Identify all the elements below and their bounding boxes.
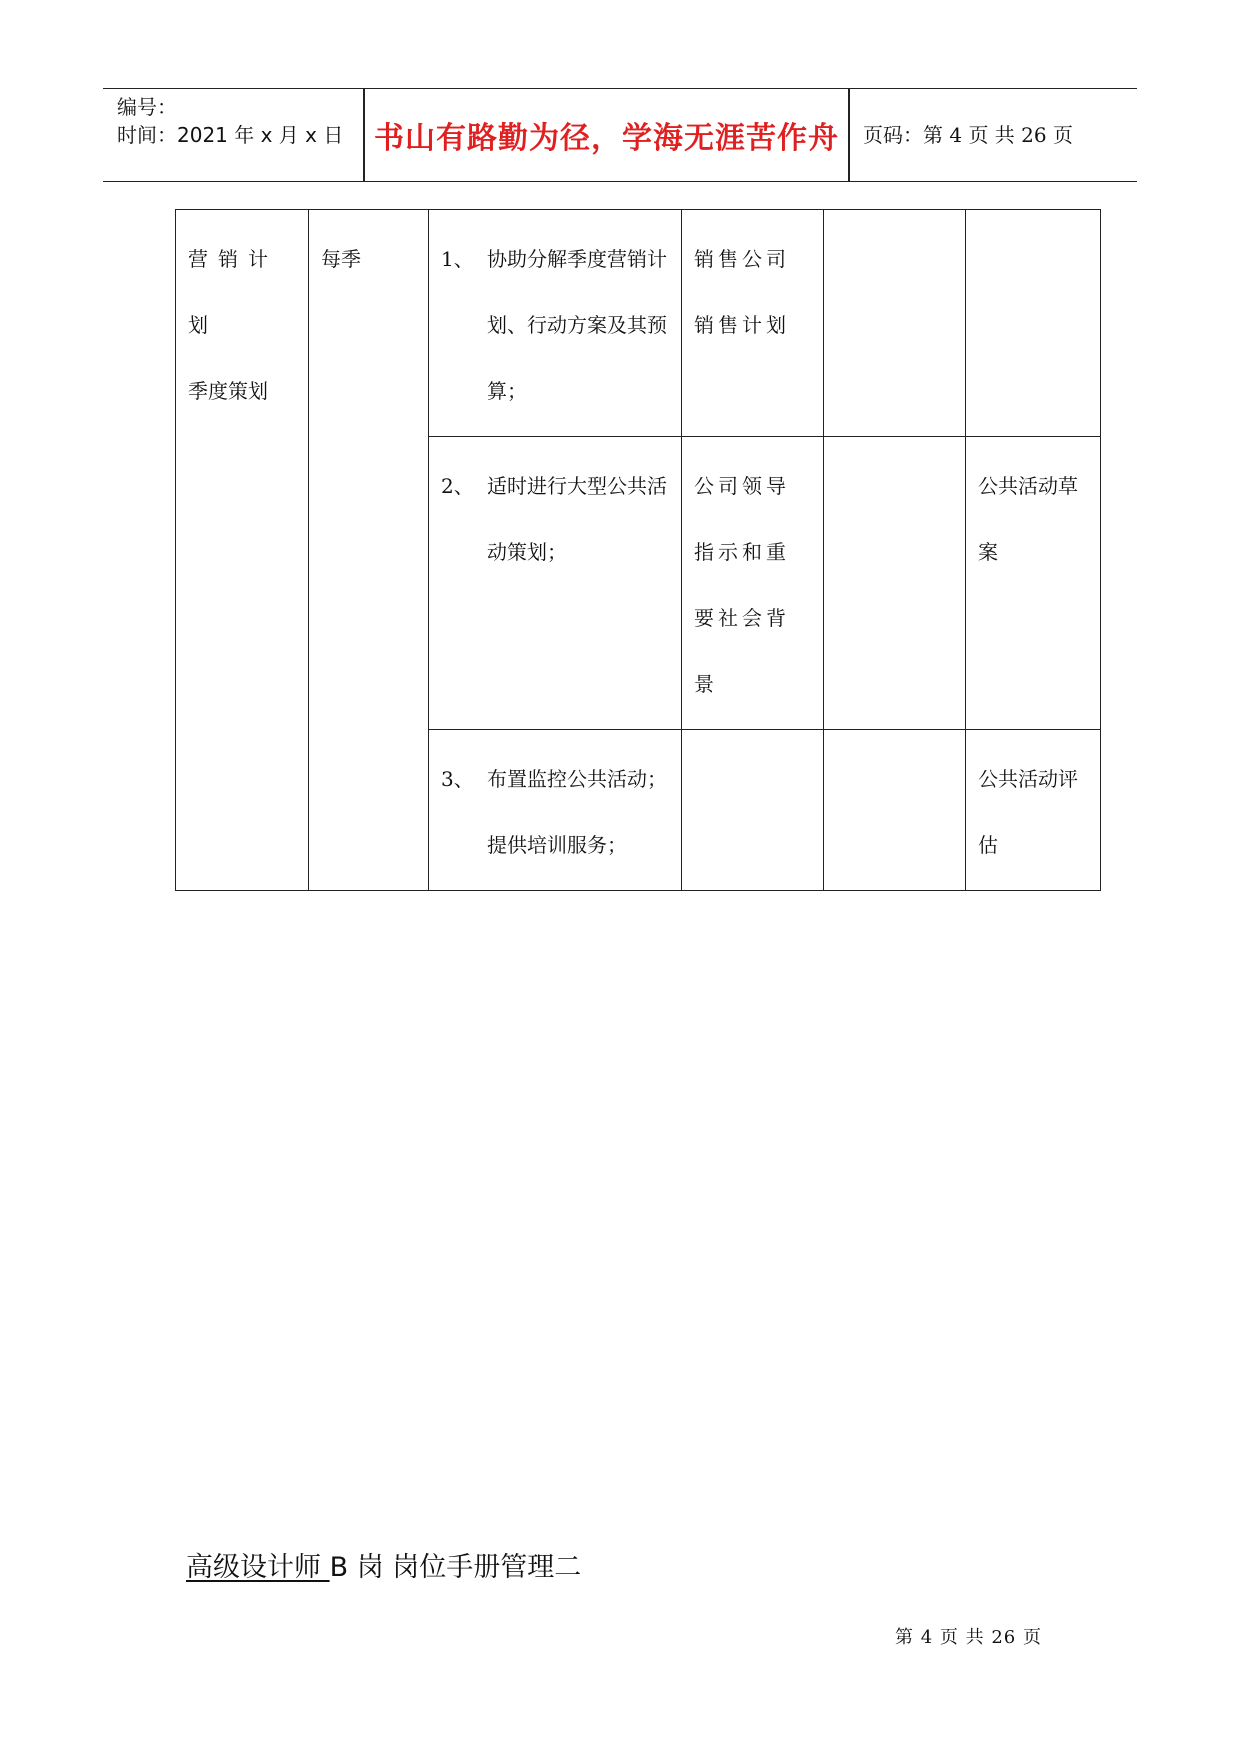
title-rest: B 岗 岗位手册管理二 xyxy=(329,1552,582,1583)
basis-cell xyxy=(682,730,824,891)
basis-cell: 销售公司销售计划 xyxy=(682,210,824,437)
table-row xyxy=(176,210,1101,437)
category-cell xyxy=(176,210,309,891)
title-underlined: 高级设计师 xyxy=(186,1552,330,1583)
output-cell xyxy=(966,210,1101,437)
task-text: 适时进行大型公共活动策划； xyxy=(487,474,667,564)
task-cell xyxy=(429,437,682,730)
duty-table xyxy=(175,209,1101,891)
empty-cell xyxy=(824,730,966,891)
task-text: 布置监控公共活动；提供培训服务； xyxy=(487,767,667,857)
header-divider xyxy=(848,89,850,181)
category-line: 季度策划 xyxy=(188,379,268,403)
page-number: 第 4 页 共 26 页 xyxy=(895,1627,1042,1648)
output-cell: 公共活动草案 xyxy=(966,437,1101,730)
task-number: 2、 xyxy=(441,474,474,498)
header-page-info: 页码：第 4 页 共 26 页 xyxy=(863,123,1073,147)
document-title xyxy=(186,1545,581,1584)
task-text: 协助分解季度营销计划、行动方案及其预算； xyxy=(487,247,667,403)
task-number: 3、 xyxy=(441,767,474,791)
header-motto: 书山有路勤为径，学海无涯苦作舟 xyxy=(374,121,839,156)
frequency-cell: 每季 xyxy=(309,210,429,891)
task-number: 1、 xyxy=(441,247,474,271)
task-cell xyxy=(429,210,682,437)
header-meta xyxy=(117,93,343,149)
date-label: 时间：2021 年 x 月 x 日 xyxy=(117,123,344,147)
basis-cell: 公司领导指示和重要社会背景 xyxy=(682,437,824,730)
empty-cell xyxy=(824,210,966,437)
serial-label: 编号： xyxy=(117,95,177,119)
empty-cell xyxy=(824,437,966,730)
task-cell xyxy=(429,730,682,891)
output-cell: 公共活动评估 xyxy=(966,730,1101,891)
category-line: 营销计划 xyxy=(188,247,278,337)
page-header xyxy=(103,88,1137,182)
